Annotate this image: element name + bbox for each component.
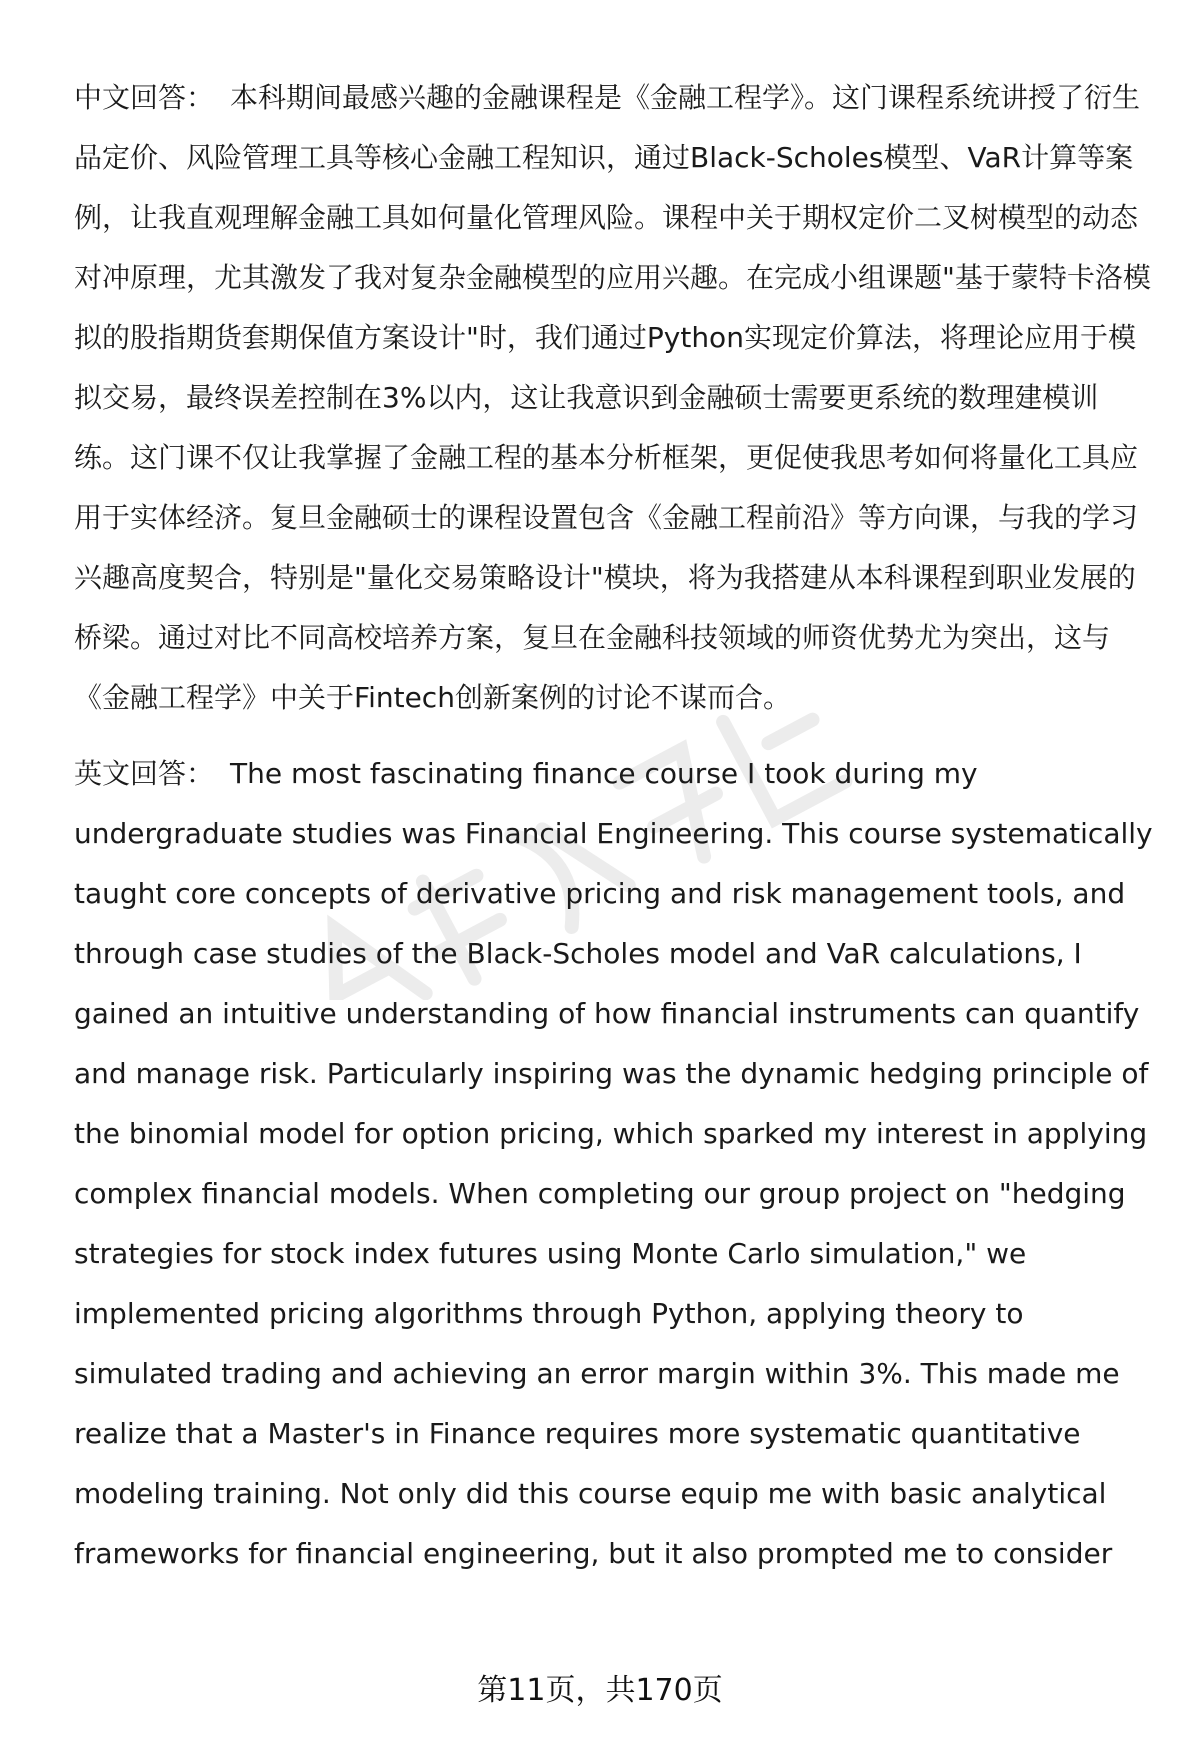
english-answer-text: The most fascinating finance course I took during my undergraduate studies was Financial Engineering. This course systematically taught core concepts of derivative pricing and risk management tools, and through case studies of the Black-Scholes model and VaR calculations, I gained an intuitive understanding of how financial instruments can quantify and manage risk. Particularly inspiring was the dynamic hedging principle of the binomial model for option pricing, which sparked my interest in applying complex financial models. When completing our group project on "hedging strategies for stock index futures using Monte Carlo simulation," we implemented pricing algorithms through Python, applying theory to simulated trading and achieving an error margin within 3%. This made me realize that a Master's in Finance requires more systematic quantitative modeling training. Not only did this course equip me with basic analytical frameworks for financial engineering, but it also prompted me to consider xyxy=(74,757,1153,1570)
english-answer-label: 英文回答： xyxy=(74,757,215,790)
chinese-answer-label: 中文回答： xyxy=(74,81,215,114)
english-answer xyxy=(74,744,1154,1584)
page-number: 第11页，共170页 xyxy=(477,1673,723,1708)
answer-content xyxy=(74,68,1154,1584)
chinese-answer xyxy=(74,68,1154,728)
chinese-answer-text: 本科期间最感兴趣的金融课程是《金融工程学》。这门课程系统讲授了衍生品定价、风险管理工具等核心金融工程知识，通过Black-Scholes模型、VaR计算等案例，让我直观理解金融工具如何量化管理风险。课程中关于期权定价二叉树模型的动态对冲原理，尤其激发了我对复杂金融模型的应用兴趣。在完成小组课题"基于蒙特卡洛模拟的股指期货套期保值方案设计"时，我们通过Python实现定价算法，将理论应用于模拟交易，最终误差控制在3%以内，这让我意识到金融硕士需要更系统的数理建模训练。这门课不仅让我掌握了金融工程的基本分析框架，更促使我思考如何将量化工具应用于实体经济。复旦金融硕士的课程设置包含《金融工程前沿》等方向课，与我的学习兴趣高度契合，特别是"量化交易策略设计"模块，将为我搭建从本科课程到职业发展的桥梁。通过对比不同高校培养方案，复旦在金融科技领域的师资优势尤为突出，这与《金融工程学》中关于Fintech创新案例的讨论不谋而合。 xyxy=(74,81,1151,714)
